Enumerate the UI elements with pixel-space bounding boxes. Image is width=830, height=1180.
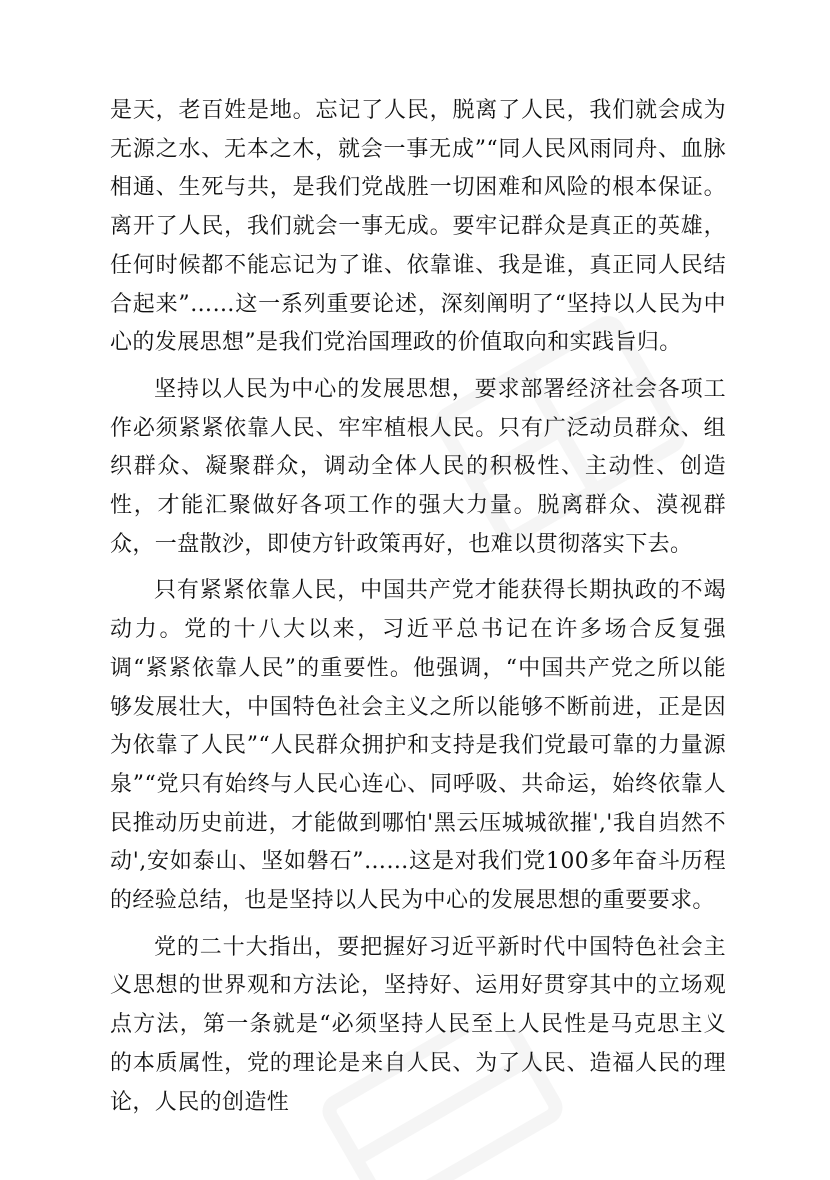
document-body (110, 92, 726, 1130)
paragraph-2: 坚持以人民为中心的发展思想，要求部署经济社会各项工作必须紧紧依靠人民、牢牢植根人民。只有广泛动员群众、组织群众、凝聚群众，调动全体人民的积极性、主动性、创造性，才能汇聚做好各项工作的强大力量。脱离群众、漠视群众，一盘散沙，即使方针政策再好，也难以贯彻落实下去。 (110, 376, 726, 557)
paragraph-4: 党的二十大指出，要把握好习近平新时代中国特色社会主义思想的世界观和方法论，坚持好、运用好贯穿其中的立场观点方法，第一条就是“必须坚持人民至上人民性是马克思主义的本质属性，党的理论是来自人民、为了人民、造福人民的理论，人民的创造性 (110, 934, 726, 1115)
paragraph-1: 是天，老百姓是地。忘记了人民，脱离了人民，我们就会成为无源之水、无本之木，就会一事无成”“同人民风雨同舟、血脉相通、生死与共，是我们党战胜一切困难和风险的根本保证。离开了人民，我们就会一事无成。要牢记群众是真正的英雄，任何时候都不能忘记为了谁、依靠谁、我是谁，真正同人民结合起来”……这一系列重要论述，深刻阐明了“坚持以人民为中心的发展思想”是我们党治国理政的价值取向和实践旨归。 (110, 98, 726, 356)
paragraph-3: 只有紧紧依靠人民，中国共产党才能获得长期执政的不竭动力。党的十八大以来，习近平总书记在许多场合反复强调“紧紧依靠人民”的重要性。他强调，“中国共产党之所以能够发展壮大，中国特色社会主义之所以能够不断前进，正是因为依靠了人民”“人民群众拥护和支持是我们党最可靠的力量源泉”“党只有始终与人民心连心、同呼吸、共命运，始终依靠人民推动历史前进，才能做到哪怕'黑云压城城欲摧','我自岿然不动',安如泰山、坚如磐石”……这是对我们党100多年奋斗历程的经验总结，也是坚持以人民为中心的发展思想的重要要求。 (110, 578, 726, 914)
